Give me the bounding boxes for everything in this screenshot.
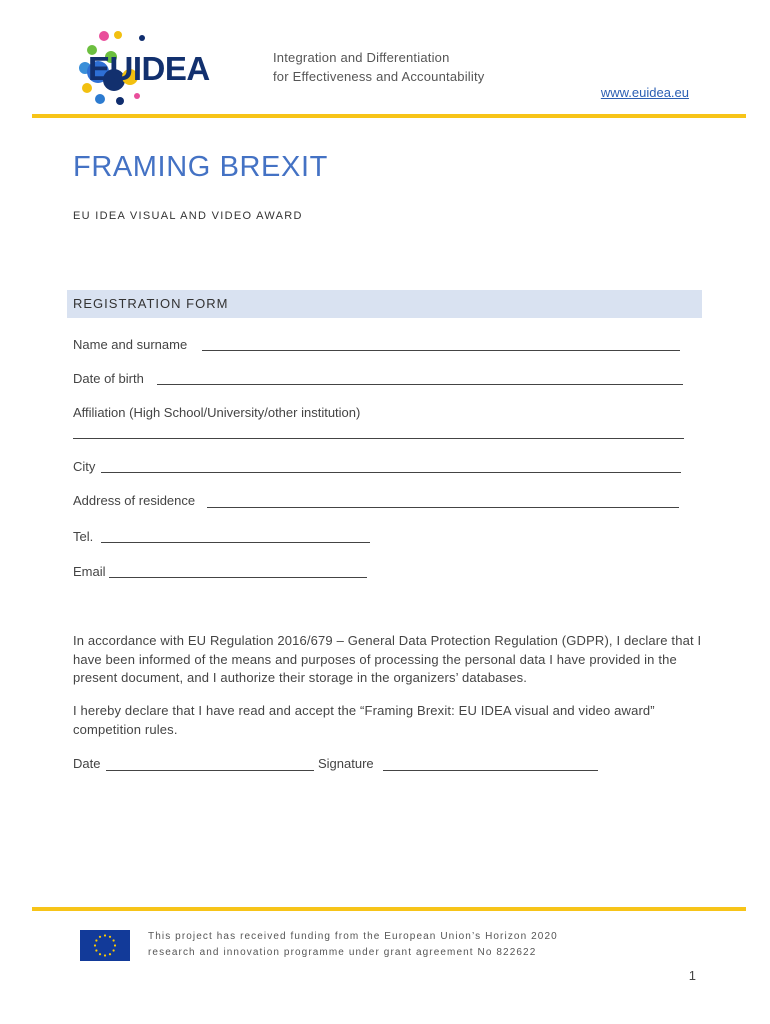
affiliation-field-label: Affiliation (High School/University/other institution)	[73, 405, 361, 420]
signature-field-label: Signature	[318, 756, 374, 771]
name-field-line[interactable]	[202, 350, 680, 351]
funding-line-1: This project has received funding from the European Union’s Horizon 2020	[148, 931, 558, 942]
euidea-logo	[78, 28, 248, 106]
website-link[interactable]: www.euidea.eu	[600, 85, 689, 100]
logo-wordmark: EUIDEA	[88, 50, 210, 87]
date-field-line[interactable]	[106, 770, 314, 771]
email-field-line[interactable]	[109, 577, 367, 578]
eu-flag-icon	[80, 930, 130, 961]
city-field-line[interactable]	[101, 472, 681, 473]
funding-notice	[148, 929, 558, 960]
document-subtitle: EU IDEA VISUAL AND VIDEO AWARD	[73, 210, 303, 222]
dob-field-label: Date of birth	[73, 371, 144, 386]
name-field-label: Name and surname	[73, 337, 188, 352]
document-title: FRAMING BREXIT	[73, 151, 328, 183]
gdpr-declaration: In accordance with EU Regulation 2016/679 – General Data Protection Regulation (GDPR), I declare that I have been informed of the means and purposes of processing the personal data I have provided in the present document, and I authorize their storage in the organizers’ databases.	[73, 633, 702, 685]
header-divider	[32, 114, 746, 118]
tagline-line-2: for Effectiveness and Accountability	[273, 69, 485, 84]
registration-form-label: REGISTRATION FORM	[73, 296, 229, 311]
registration-form-header	[67, 290, 702, 318]
city-field-label: City	[73, 459, 96, 474]
email-field-label: Email	[73, 564, 106, 579]
tel-field-label: Tel.	[73, 529, 94, 544]
address-field-line[interactable]	[207, 507, 679, 508]
affiliation-field-line[interactable]	[73, 438, 684, 439]
footer-divider	[32, 907, 746, 911]
dob-field-line[interactable]	[157, 384, 683, 385]
funding-line-2: research and innovation programme under grant agreement No 822622	[148, 946, 537, 958]
tagline-line-1: Integration and Differentiation	[273, 50, 450, 65]
header-tagline	[273, 48, 484, 86]
date-field-label: Date	[73, 756, 101, 771]
tel-field-line[interactable]	[101, 542, 370, 543]
signature-field-line[interactable]	[383, 770, 598, 771]
rules-declaration: I hereby declare that I have read and accept the “Framing Brexit: EU IDEA visual and video award” competition rules.	[73, 703, 655, 737]
address-field-label: Address of residence	[73, 493, 196, 508]
page-number: 1	[688, 968, 696, 983]
